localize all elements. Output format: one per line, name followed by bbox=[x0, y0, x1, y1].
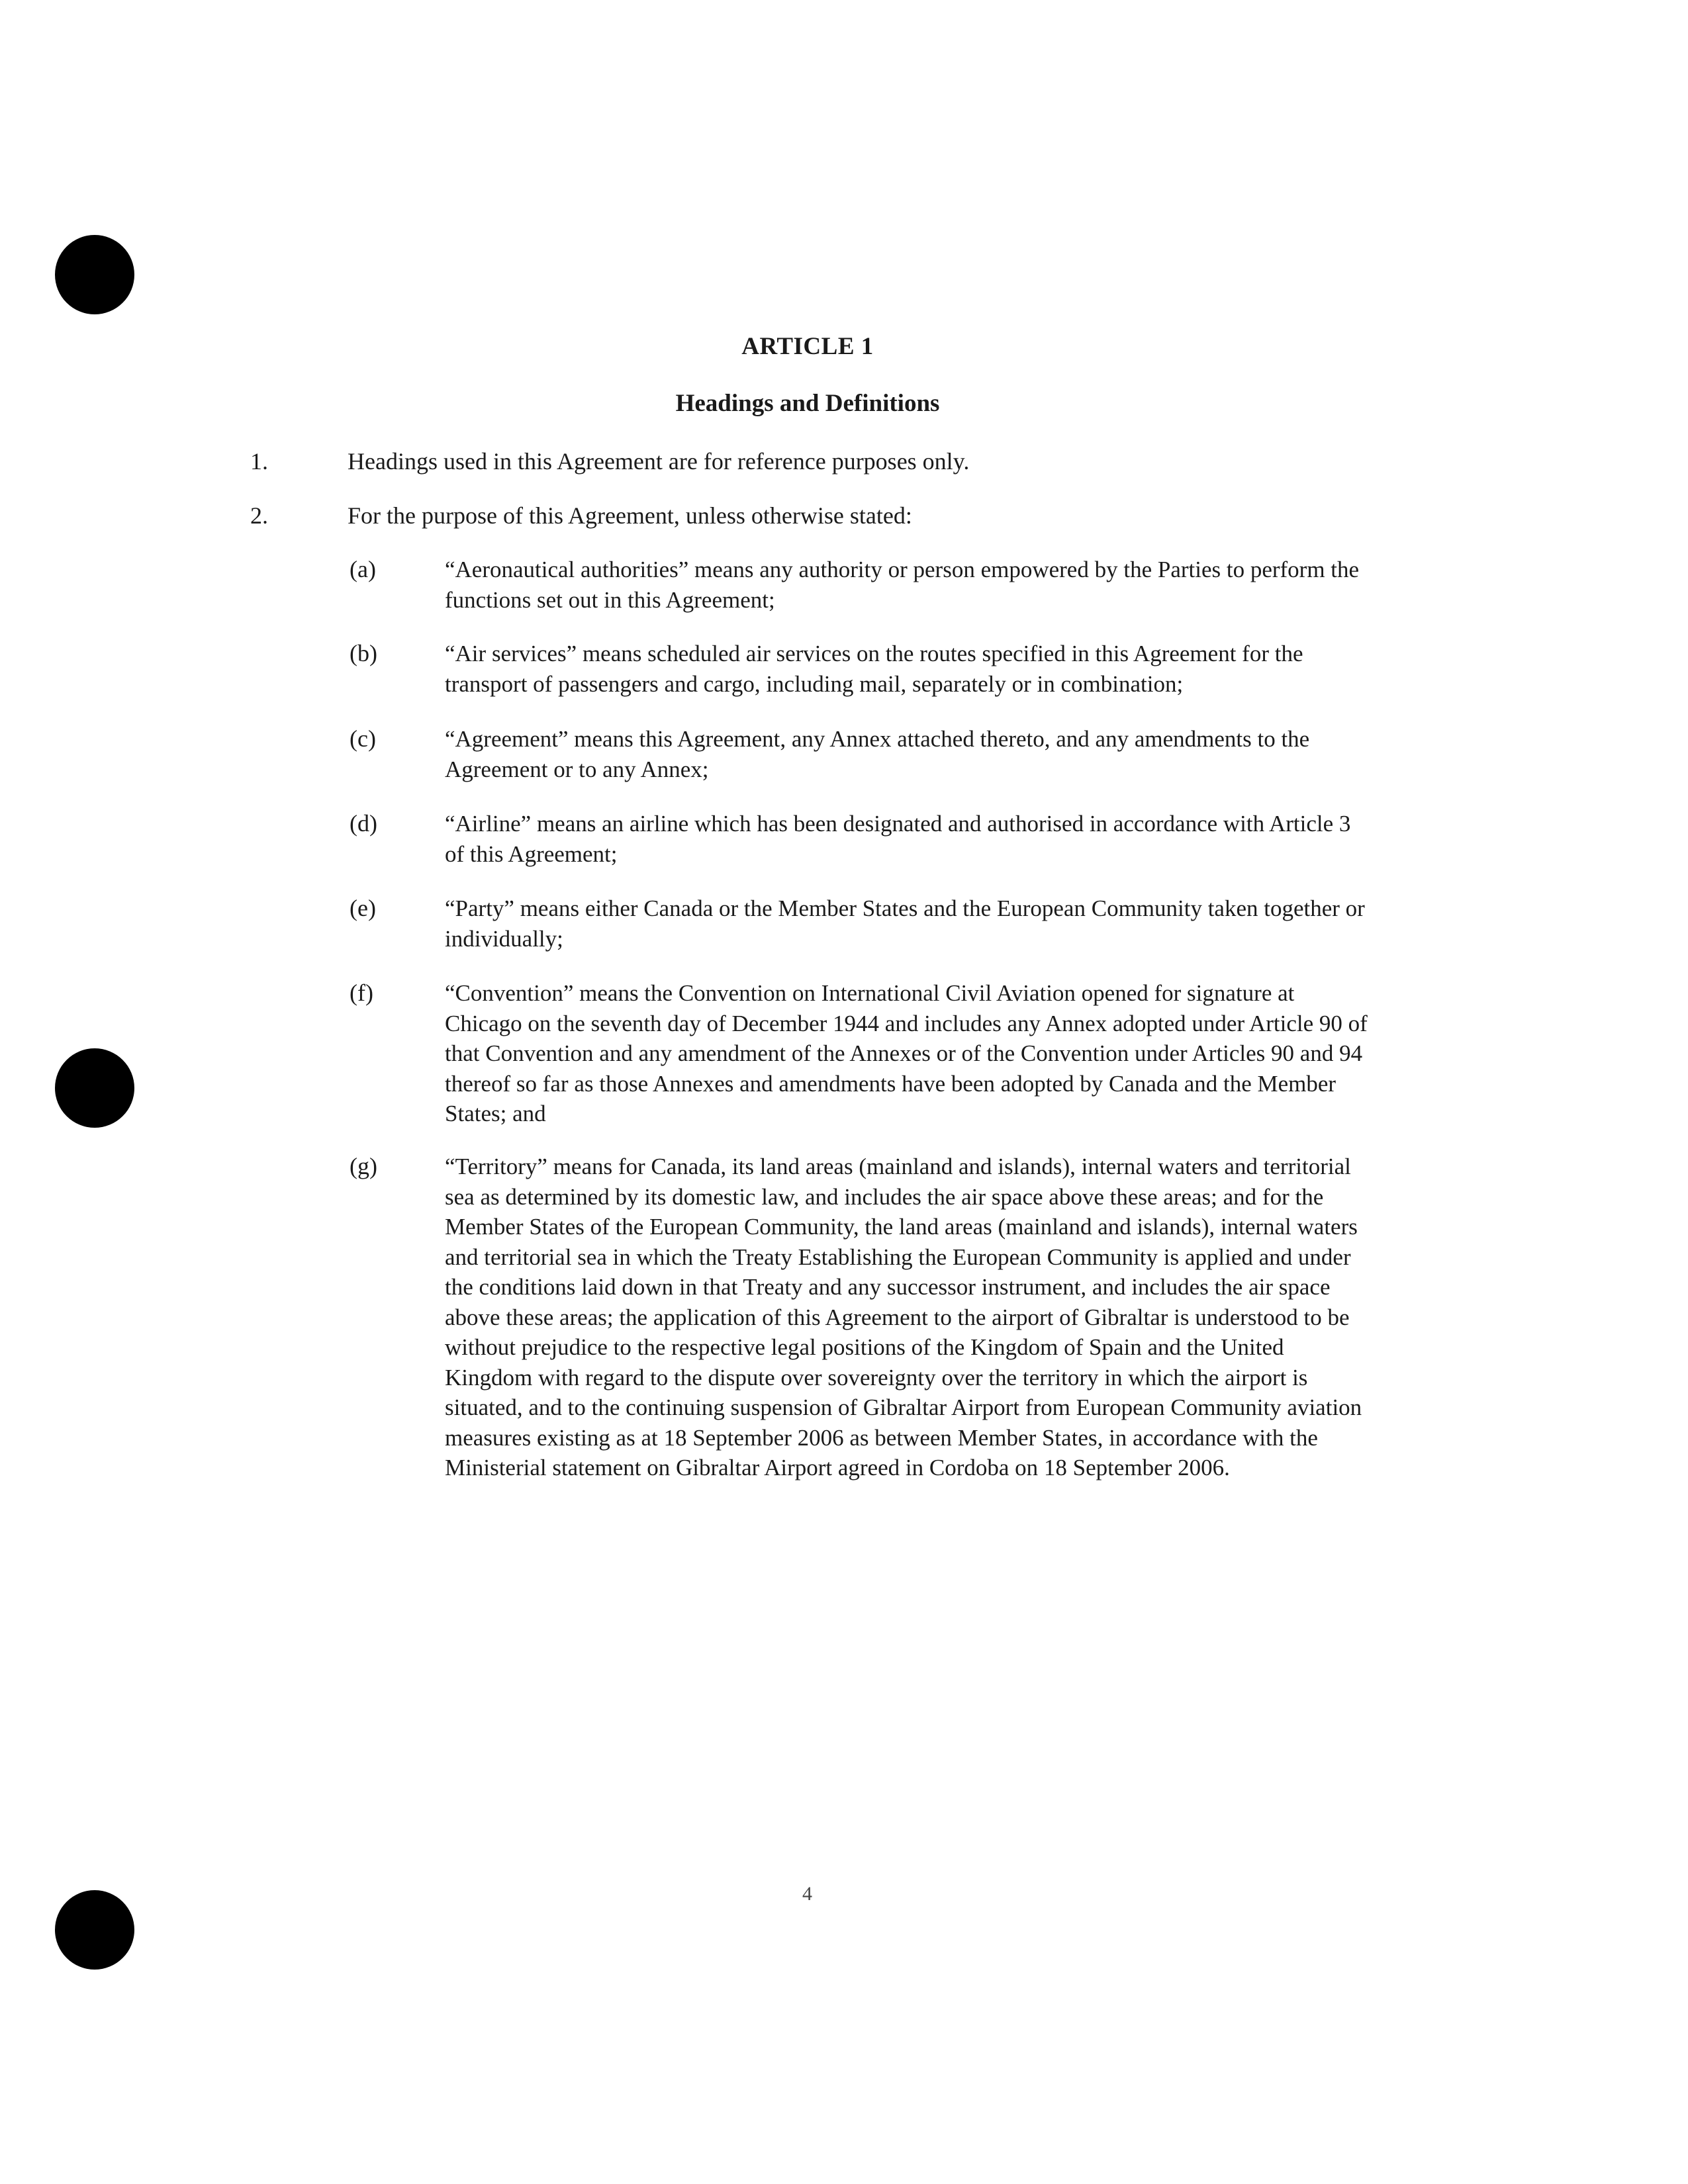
definition-text: “Territory” means for Canada, its land areas (mainland and islands), internal waters and territorial sea as determined by its domestic law, and includes the air space above these areas; and for the Member States of the European Community, the land areas (mainland and islands), internal waters and territorial sea in which the Treaty Establishing the European Community is applied and under the conditions laid down in that Treaty and any successor instrument, and includes the air space above these areas; the application of this Agreement to the airport of Gibraltar is understood to be without prejudice to the respective legal positions of the Kingdom of Spain and the United Kingdom with regard to the dispute over sovereignty over the territory in which the airport is situated, and to the continuing suspension of Gibraltar Airport from European Community aviation measures existing as at 18 September 2006 as between Member States, in accordance with the Ministerial statement on Gibraltar Airport agreed in Cordoba on 18 September 2006. bbox=[445, 1154, 1362, 1480]
definition-letter: (d) bbox=[350, 810, 377, 837]
paragraph-number-1: 1. bbox=[250, 448, 268, 475]
definition-letter: (b) bbox=[350, 640, 377, 666]
definition-letter: (g) bbox=[350, 1153, 377, 1179]
definition-text: “Agreement” means this Agreement, any Annex attached thereto, and any amendments to the Agreement or to any Annex; bbox=[445, 726, 1310, 782]
punch-hole-top bbox=[55, 235, 134, 314]
punch-hole-middle bbox=[55, 1048, 134, 1128]
article-title: ARTICLE 1 bbox=[741, 333, 874, 360]
paragraph-text-2: For the purpose of this Agreement, unless otherwise stated: bbox=[348, 502, 912, 529]
definition-text: “Aeronautical authorities” means any authority or person empowered by the Parties to perform the functions set out in this Agreement; bbox=[445, 557, 1360, 613]
definition-text: “Airline” means an airline which has been designated and authorised in accordance with Article 3 of this Agreement; bbox=[445, 811, 1351, 867]
definition-letter: (c) bbox=[350, 725, 376, 752]
punch-hole-bottom bbox=[55, 1890, 134, 1970]
article-subtitle: Headings and Definitions bbox=[675, 390, 940, 417]
definition-text: “Party” means either Canada or the Member States and the European Community taken together or individually; bbox=[445, 895, 1365, 952]
paragraph-number-2: 2. bbox=[250, 502, 268, 529]
definition-text: “Convention” means the Convention on International Civil Aviation opened for signature at Chicago on the seventh day of December 1944 and includes any Annex adopted under Article 90 of that Convention and any amendment of the Annexes or of the Convention under Articles 90 and 94 thereof so far as those Annexes and amendments have been adopted by Canada and the Member States; and bbox=[445, 980, 1368, 1126]
definition-letter: (f) bbox=[350, 979, 373, 1006]
definition-letter: (a) bbox=[350, 556, 376, 582]
definition-text: “Air services” means scheduled air services on the routes specified in this Agreement for the transport of passengers and cargo, including mail, separately or in combination; bbox=[445, 641, 1303, 697]
page-number: 4 bbox=[802, 1883, 812, 1905]
definition-letter: (e) bbox=[350, 895, 376, 921]
paragraph-text-1: Headings used in this Agreement are for reference purposes only. bbox=[348, 448, 970, 475]
